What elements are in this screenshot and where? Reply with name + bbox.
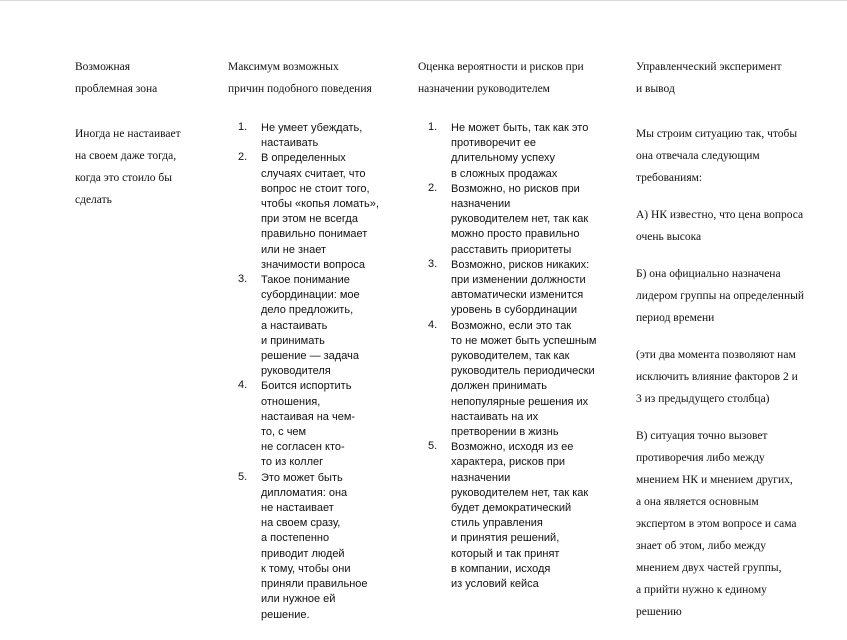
list-item-line: будет демократический <box>451 502 572 515</box>
list-item-line: в сложных продажах <box>451 167 558 180</box>
list-item-line: руководителем нет, так как <box>451 213 589 226</box>
list-item-line: который и так принят <box>451 547 560 560</box>
paragraph-line: решению <box>636 606 682 618</box>
paragraph-line: В) ситуация точно вызовет <box>636 430 768 442</box>
header-line: причин подобного поведения <box>228 83 372 95</box>
list-item-line: настаивая на чем- <box>261 410 356 423</box>
header-possible-causes <box>228 56 372 100</box>
experiment-paragraph <box>636 344 804 410</box>
list-item-line: правильно понимает <box>261 228 368 241</box>
list-item-line: и принимать <box>261 334 325 347</box>
paragraph-line: противоречия либо между <box>636 452 765 464</box>
list-item-line: Возможно, но рисков при <box>451 182 580 195</box>
list-item-line: Не умеет убеждать, <box>261 122 363 134</box>
paragraph-line: А) НК известно, что цена вопроса <box>636 209 804 221</box>
list-item-line: приняли правильное <box>261 578 368 591</box>
paragraph-line: очень высока <box>636 231 702 243</box>
list-item-line: противоречит ее <box>451 137 537 150</box>
list-item-line: длительному успеху <box>451 152 555 165</box>
list-item-line: В определенных <box>261 152 346 165</box>
list-item-line: субординации: мое <box>261 289 360 302</box>
paragraph-line: мнением НК и мнением других, <box>636 474 793 486</box>
experiment-paragraph <box>636 425 804 623</box>
list-item-line: назначении <box>451 471 511 484</box>
risk-assessment-list <box>428 121 596 592</box>
header-line: Управленческий эксперимент <box>636 61 782 73</box>
list-item-number: 3. <box>238 273 248 286</box>
list-item-line: автоматически изменится <box>451 289 584 302</box>
experiment-paragraph <box>636 204 804 248</box>
header-line: и вывод <box>636 83 675 95</box>
causes-list <box>238 121 379 623</box>
list-item-line: в компании, исходя <box>451 562 551 575</box>
list-item-line: дипломатия: она <box>261 486 348 499</box>
top-divider <box>0 0 847 1</box>
list-item-line: из условий кейса <box>451 578 539 591</box>
list-item-line: а настаивать <box>261 319 328 332</box>
list-item-number: 1. <box>428 121 438 133</box>
paragraph-line: (эти два момента позволяют нам <box>636 349 796 361</box>
list-item-number: 4. <box>238 379 248 392</box>
causes-list-container <box>238 121 379 623</box>
list-item <box>238 273 379 379</box>
list-item <box>428 258 596 319</box>
list-item-number: 4. <box>428 318 438 331</box>
list-item <box>428 182 596 258</box>
list-item-line: отношения, <box>261 395 321 408</box>
list-item-line: должен принимать <box>451 380 547 393</box>
list-item-line: к тому, чтобы они <box>261 562 351 575</box>
paragraph-line: а прийти нужно к единому <box>636 584 767 596</box>
list-item-line: можно просто правильно <box>451 228 580 241</box>
list-item-line: руководителем, так как <box>451 350 570 363</box>
list-item-line: руководителем нет, так как <box>451 486 589 499</box>
header-line: Максимум возможных <box>228 61 339 73</box>
list-item-line: решение — задача <box>261 350 359 363</box>
list-item-line: руководителя <box>261 365 331 378</box>
list-item-line: Возможно, исходя из ее <box>451 441 574 454</box>
list-item-line: значимости вопроса <box>261 258 365 271</box>
list-item-line: или нужное ей <box>261 593 336 606</box>
list-item-line: расставить приоритеты <box>451 243 572 256</box>
text-line: Иногда не настаивает <box>75 128 181 140</box>
list-item-line: претворении в жизнь <box>451 426 559 439</box>
list-item-line: чтобы «копья ломать», <box>261 198 379 211</box>
list-item-line: при этом не всегда <box>261 213 358 226</box>
problem-zone-text <box>75 123 181 211</box>
paragraph-line: она отвечала следующим <box>636 150 760 162</box>
list-item-line: то, с чем <box>261 426 307 439</box>
list-item-line: не согласен кто- <box>261 441 345 454</box>
list-item-line: настаивать <box>261 137 319 150</box>
paragraph-line: 3 из предыдущего столбца) <box>636 393 770 405</box>
list-item <box>428 440 596 592</box>
paragraph-line: а она является основным <box>636 496 759 508</box>
list-item-line: на своем сразу, <box>261 517 341 530</box>
paragraph-line: требованиям: <box>636 172 703 184</box>
list-item-line: характера, рисков при <box>451 456 565 469</box>
header-risk-assessment <box>418 56 584 100</box>
list-item-line: назначении <box>451 198 511 211</box>
text-line: когда это стоило бы <box>75 172 172 184</box>
list-item-line: не настаивает <box>261 502 334 515</box>
header-line: назначении руководителем <box>418 83 550 95</box>
list-item-line: а постепенно <box>261 532 330 545</box>
list-item <box>238 471 379 623</box>
list-item <box>428 319 596 441</box>
paragraph-line: исключить влияние факторов 2 и <box>636 371 798 383</box>
list-item-line: дело предложить, <box>261 304 354 317</box>
list-item <box>238 379 379 470</box>
list-item-line: Это может быть <box>261 471 343 484</box>
experiment-text <box>636 123 804 623</box>
list-item-line: приводит людей <box>261 547 345 560</box>
text-line: сделать <box>75 194 112 206</box>
list-item-number: 2. <box>238 151 248 164</box>
list-item-number: 2. <box>428 181 438 194</box>
list-item-line: непопулярные решения их <box>451 395 589 408</box>
list-item-line: то из коллег <box>261 456 324 469</box>
risk-list-container <box>428 121 596 592</box>
experiment-paragraph <box>636 263 804 329</box>
list-item-number: 5. <box>238 470 248 483</box>
paragraph-line: знает об этом, либо между <box>636 540 766 552</box>
header-line: Возможная <box>75 61 131 73</box>
paragraph-line: мнением двух частей группы, <box>636 562 782 574</box>
list-item-line: то не может быть успешным <box>451 334 597 347</box>
paragraph-line: экспертом в этом вопросе и сама <box>636 518 797 530</box>
paragraph-line: период времени <box>636 312 715 324</box>
list-item-line: руководитель периодически <box>451 365 595 378</box>
list-item-number: 1. <box>238 121 248 133</box>
list-item <box>238 151 379 273</box>
header-line: Оценка вероятности и рисков при <box>418 61 584 73</box>
list-item-line: Возможно, рисков никаких: <box>451 258 590 271</box>
list-item-line: Не может быть, так как это <box>451 122 589 134</box>
experiment-paragraph <box>636 123 804 189</box>
paragraph-line: лидером группы на определенный <box>636 290 804 302</box>
list-item-number: 3. <box>428 257 438 270</box>
list-item-line: Возможно, если это так <box>451 319 572 332</box>
list-item <box>428 121 596 182</box>
list-item-line: Боится испортить <box>261 380 352 393</box>
header-line: проблемная зона <box>75 83 158 95</box>
list-item-line: при изменении должности <box>451 274 586 287</box>
header-problem-zone <box>75 56 157 100</box>
list-item-line: Такое понимание <box>261 274 350 287</box>
list-item-line: уровень в субординации <box>451 304 577 317</box>
list-item-line: настаивать на их <box>451 410 539 423</box>
list-item-line: вопрос не стоит того, <box>261 182 370 195</box>
list-item-line: или не знает <box>261 243 327 256</box>
list-item-line: стиль управления <box>451 517 543 530</box>
list-item-line: и принятия решений, <box>451 532 560 545</box>
text-line: на своем даже тогда, <box>75 150 177 162</box>
header-experiment <box>636 56 782 100</box>
paragraph-line: Б) она официально назначена <box>636 268 781 280</box>
paragraph-line: Мы строим ситуацию так, чтобы <box>636 128 798 140</box>
list-item-line: случаях считает, что <box>261 167 366 180</box>
list-item-number: 5. <box>428 440 438 453</box>
list-item <box>238 121 379 151</box>
list-item-line: решение. <box>261 608 310 621</box>
